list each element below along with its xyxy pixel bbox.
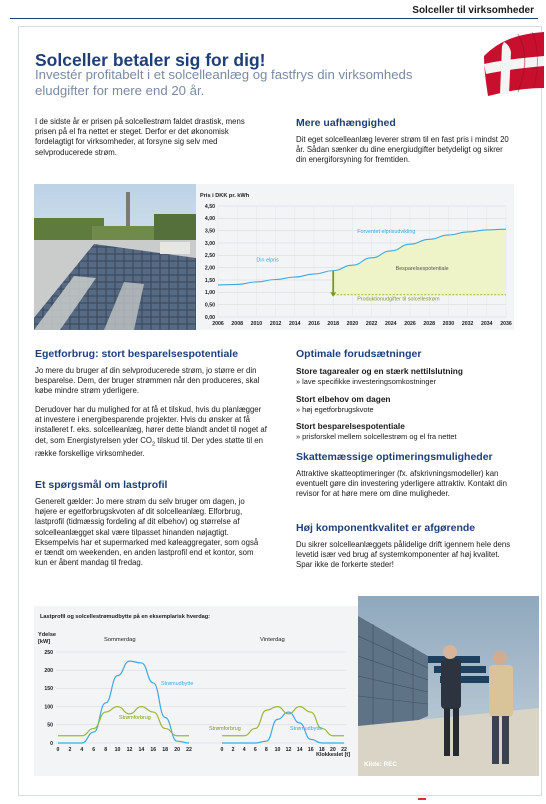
summer-x-tick: 16 (150, 747, 157, 753)
summer-x-tick: 22 (186, 747, 192, 753)
winter-x-tick: 20 (330, 747, 336, 753)
loadprofile-heading: Et spørgsmål om lastprofil (35, 479, 168, 491)
winter-x-tick: 18 (318, 747, 325, 753)
optimal-item-1-detail: » lave specifikke investeringsomkostninger (296, 377, 437, 386)
winter-yield-label: Strømudbytte (290, 726, 323, 732)
label-produktionudgifter: Produktionudgifter til solcellestrøm (357, 296, 440, 303)
price-y-tick: 0,50 (204, 302, 215, 309)
load-chart-xlabel: Klokkeslet [t] (316, 752, 350, 758)
summer-x-ticks (57, 747, 192, 753)
price-x-tick: 2026 (404, 321, 416, 327)
winter-x-tick: 6 (253, 747, 257, 753)
price-y-tick: 3,50 (204, 228, 215, 235)
winter-x-tick: 14 (296, 747, 303, 753)
price-x-tick: 2016 (308, 321, 320, 327)
price-x-tick: 2034 (481, 321, 493, 327)
winter-x-tick: 8 (264, 747, 268, 753)
page-subtitle: Investér profitabelt i et solcelleanlæg og fastfrys din virksomheds eludgifter for mere end 20 år. (35, 67, 413, 98)
summer-x-tick: 20 (174, 747, 180, 753)
price-x-tick: 2012 (269, 321, 282, 327)
price-x-tick: 2020 (346, 321, 359, 327)
load-y-tick: 150 (44, 686, 53, 693)
price-y-tick: 4,50 (204, 203, 215, 210)
summer-x-tick: 14 (138, 747, 145, 753)
price-x-tick: 2028 (423, 321, 435, 327)
load-y-tick: 200 (44, 668, 53, 674)
savings-area (333, 229, 506, 295)
price-y-tick: 1,50 (204, 277, 215, 284)
winter-x-tick: 10 (274, 747, 281, 753)
summer-x-tick: 2 (68, 747, 72, 753)
optimal-item-3-title: Stort besparelsespotentiale (296, 421, 405, 431)
summer-x-tick: 8 (104, 747, 108, 753)
optimal-heading: Optimale forudsætninger (296, 348, 422, 360)
summer-yield-label: Strømudbytte (161, 681, 194, 687)
tax-text: Attraktive skatteoptimeringer (fx. afskrivningsmodeller) kan eventuelt gøre din investering yderligere attraktiv. Kontakt din revisor for at høre mere om dine muligheder. (296, 469, 507, 499)
load-y-tick: 50 (47, 722, 53, 729)
independence-heading: Mere uafhængighed (296, 117, 396, 129)
price-x-tick: 2036 (500, 321, 512, 327)
price-x-tick: 2010 (250, 321, 263, 327)
load-chart-title: Lastprofil og solcellestrømudbytte på en eksemplarisk hverdag: (40, 614, 211, 620)
price-x-tick: 2014 (289, 321, 301, 327)
load-chart-ylabel-2: [kW] (38, 639, 51, 645)
winter-x-tick: 12 (285, 747, 292, 753)
price-y-tick: 4,00 (204, 216, 215, 223)
section-tag: Solceller til virksomheder (412, 5, 534, 16)
price-x-tick: 2018 (327, 321, 339, 327)
price-chart-x-ticks (212, 321, 512, 327)
optimal-item-2-detail: » høj egetforbrugskvote (296, 405, 374, 414)
loadprofile-text: Generelt gælder: Jo mere strøm du selv bruger om dagen, jo højere er egetforbrugskvoten af dit solcelleanlæg. Elforbrug, lastprofil (tidmæssig fordeling af dit elbehov) og størrelse af solcelleanlægget skal være tilpasset hinanden nøjagtigt. Eksempelvis har et supermarked med køleaggregater, som også er tændt om weekenden, en anden lastprofil end et kontor, som kun er åbent mandag til fredag. (35, 497, 259, 568)
self-consumption-heading: Egetforbrug: stort besparelsespotentiale (35, 348, 239, 360)
winter-usage-label: Strømforbrug (209, 726, 241, 732)
summer-x-tick: 6 (92, 747, 96, 753)
load-y-tick: 250 (44, 649, 53, 656)
optimal-item-3-detail: » prisforskel mellem solcellestrøm og el fra nettet (296, 432, 457, 441)
photo-credit: Kilde: REC (364, 761, 398, 768)
summer-series-usage (58, 707, 189, 736)
price-x-tick: 2006 (212, 321, 224, 327)
tax-heading: Skattemæssige optimeringsmuligheder (296, 451, 493, 463)
self-consumption-p2: Derudover har du mulighed for at få et tilskud, hvis du planlægger at investere i energibesparende projekter. Hvis du ønsker at få installeret f. eks. solcelleanlæg, hører dette blandt andet til noget af det, som Energistyrelsen yder $CO_2$ tilskud til. Der ydes støtte til en række forskellige virksomheder. (35, 405, 267, 459)
winter-x-tick: 16 (307, 747, 314, 753)
winter-x-tick: 0 (220, 747, 224, 753)
summer-x-tick: 0 (56, 747, 60, 753)
price-chart-ylabel: Pris i DKK pr. kWh (200, 193, 250, 199)
price-x-tick: 2032 (461, 321, 474, 327)
self-consumption-p1: Jo mere du bruger af din selvproducerede strøm, jo større er din besparelse. Dem, der bruger strømmen når den produceres, skal købe mindre strøm yderligere. (35, 366, 260, 396)
optimal-item-1-title: Store tagarealer og en stærk nettilslutning (296, 366, 463, 376)
top-header (0, 0, 546, 21)
price-y-tick: 2,50 (204, 253, 215, 260)
winter-x-tick: 4 (242, 747, 246, 753)
danish-flag-image (478, 26, 544, 96)
price-chart-y-ticks (205, 204, 215, 321)
load-y-tick: 0 (50, 740, 53, 747)
summer-x-tick: 10 (114, 747, 121, 753)
intro-text: I de sidste år er prisen på solcellestrøm faldet drastisk, mens prisen på el fra nettet er steget. Derfor er det økonomisk fordelagtigt for virksomheder, at forsyne sig selv med selvproducerede strøm. (35, 117, 245, 157)
winter-x-tick: 22 (341, 747, 347, 753)
summer-label: Sommerdag (104, 637, 136, 643)
winter-label: Vinterdag (260, 637, 285, 643)
price-x-tick: 2030 (442, 321, 455, 327)
label-besparelsespotentiale: Besparelsespotentiale (395, 266, 449, 273)
quality-heading: Høj komponentkvalitet er afgørende (296, 522, 476, 534)
price-x-tick: 2008 (231, 321, 243, 327)
page-marker (418, 798, 426, 800)
load-profile-chart (34, 606, 358, 776)
winter-x-tick: 2 (231, 747, 235, 753)
price-development-chart (196, 184, 514, 330)
price-y-tick: 0,00 (204, 314, 215, 321)
price-x-tick: 2022 (365, 321, 378, 327)
price-y-tick: 3,00 (204, 240, 215, 247)
summer-x-tick: 12 (126, 747, 133, 753)
header-rule (10, 18, 538, 19)
label-din-elpris: Din elpris (256, 257, 279, 264)
summer-x-tick: 4 (80, 747, 84, 753)
independence-text: Dit eget solcelleanlæg leverer strøm til en fast pris i mindst 20 år. Sådan sænker du dine energiudgifter betydeligt og sikrer din energiforsyning for fremtiden. (296, 135, 509, 165)
page-title: Solceller betaler sig for dig! (35, 50, 266, 70)
price-y-tick: 1,00 (204, 290, 215, 297)
label-forventet-elprisudvikling: Forventet elprisudvikling (357, 229, 416, 236)
rooftop-solar-photo (34, 184, 196, 330)
summer-x-tick: 18 (162, 747, 169, 753)
load-chart-ylabel-1: Ydelse (38, 632, 57, 638)
load-y-tick: 100 (44, 704, 53, 711)
price-y-tick: 2,00 (204, 265, 215, 272)
price-chart-savings-area (333, 229, 506, 295)
optimal-item-2-title: Stort elbehov om dagen (296, 394, 391, 404)
quality-text: Du sikrer solcelleanlæggets pålidelige drift igennem hele dens levetid især ved brug af systemkomponenter af høj kvalitet. Spar ikke de forkerte steder! (296, 540, 511, 570)
summer-usage-label: Strømforbrug (119, 715, 151, 721)
price-x-tick: 2024 (385, 321, 397, 327)
load-chart-y-ticks (44, 650, 53, 747)
business-people-photo (358, 596, 539, 776)
